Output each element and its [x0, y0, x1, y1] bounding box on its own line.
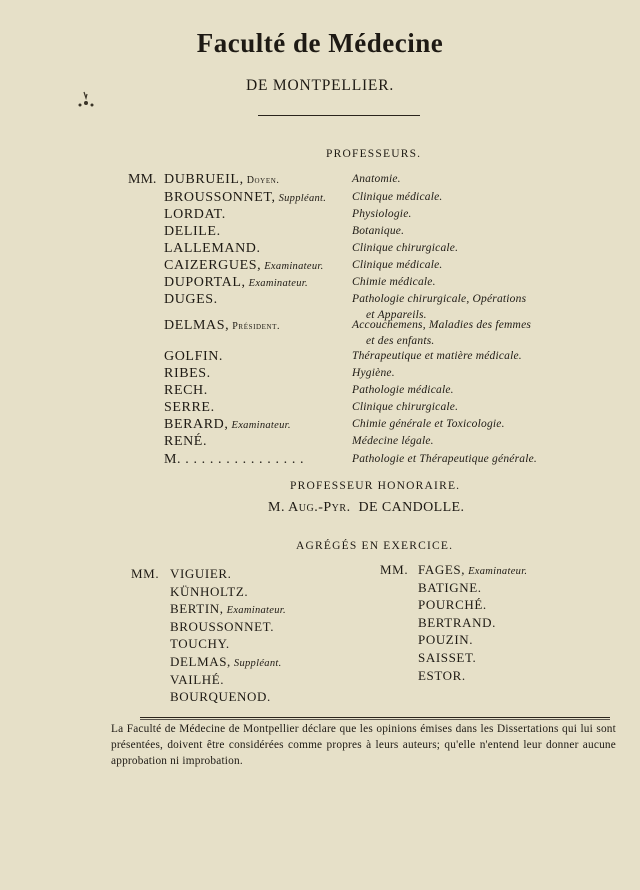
agrege-name: BATIGNE. [418, 579, 482, 595]
professor-subject: Pathologie et Thérapeutique générale. [352, 453, 537, 465]
agrege-name: KÜNHOLTZ. [170, 583, 249, 599]
notice-divider [140, 717, 610, 718]
professor-name [164, 292, 218, 308]
professor-subject: Clinique médicale. [352, 191, 443, 203]
agrege-row [170, 583, 286, 601]
professor-role: Suppléant. [278, 193, 327, 204]
professor-subject: Pathologie médicale. [352, 384, 454, 396]
professor-name [164, 366, 211, 382]
professor-role: Examinateur. [231, 420, 291, 431]
professor-subject: Botanique. [352, 225, 405, 237]
agrege-row [418, 649, 527, 667]
professor-subject: Clinique chirurgicale. [352, 242, 459, 254]
professor-subject: Hygiène. [352, 367, 395, 379]
professor-subject-continued: et des enfants. [366, 335, 435, 347]
agrege-name: BOURQUENOD. [170, 689, 271, 705]
professor-name [164, 400, 215, 416]
agreges-left-column [170, 565, 286, 706]
professor-subject: Pathologie chirurgicale, Opérations [352, 293, 527, 305]
professor-name-text: M. . . . . . . . . . . . . . . . [164, 452, 305, 467]
agrege-name: BROUSSONNET. [170, 618, 275, 634]
professor-subject: Chimie générale et Toxicologie. [352, 418, 505, 430]
professor-name-text: SERRE. [164, 400, 215, 415]
title-divider [258, 115, 420, 116]
notice-divider-thin [140, 719, 610, 720]
honoraire-line [268, 500, 464, 516]
honoraire-heading: PROFESSEUR HONORAIRE. [290, 480, 461, 492]
professor-role: Examinateur. [248, 278, 308, 289]
agrege-name: DELMAS, [170, 653, 231, 669]
professor-role: Doyen. [246, 175, 280, 186]
agrege-row [170, 600, 286, 618]
professor-name [164, 258, 324, 274]
professeurs-heading: PROFESSEURS. [326, 148, 422, 160]
professor-name-text: DUBRUEIL, [164, 172, 244, 187]
agrege-name: ESTOR. [418, 667, 466, 683]
professor-name-text: DUPORTAL, [164, 275, 246, 290]
professor-subject: Accouchemens, Maladies des femmes [352, 319, 532, 331]
professor-subject: Clinique chirurgicale. [352, 401, 459, 413]
professor-subject-continued: et Appareils. [366, 309, 427, 321]
professor-subject: Thérapeutique et matière médicale. [352, 350, 522, 362]
agrege-row [418, 614, 527, 632]
professor-subject: Anatomie. [352, 173, 401, 185]
agrege-row [170, 635, 286, 653]
agrege-row [418, 631, 527, 649]
honoraire-name: DE CANDOLLE. [358, 500, 465, 515]
professor-name [164, 383, 208, 399]
professor-name [164, 452, 304, 468]
professor-subject: Chimie médicale. [352, 276, 436, 288]
professor-name [164, 207, 226, 223]
agrege-name: SAISSET. [418, 649, 477, 665]
professor-name-text: RECH. [164, 383, 208, 398]
notice-paragraph: La Faculté de Médecine de Montpellier déclare que les opinions émises dans les Dissertations qui lui sont présentées, doivent être considérées comme propres à leurs auteurs; qu'elle n'entend leur donner aucune approbation ni improbation. [111, 723, 616, 767]
agrege-row [170, 688, 286, 706]
professor-subject: Clinique médicale. [352, 259, 443, 271]
professeurs-prefix: MM. [128, 172, 157, 187]
professor-subject: Physiologie. [352, 208, 412, 220]
agrege-row [418, 579, 527, 597]
ink-mark-icon [74, 88, 98, 114]
professor-role: Président. [232, 321, 281, 332]
page-subtitle: DE MONTPELLIER. [245, 77, 395, 94]
agrege-row [418, 667, 527, 685]
professor-name [164, 241, 261, 257]
agrege-row [418, 596, 527, 614]
agrege-row [170, 618, 286, 636]
agrege-name: VAILHÉ. [170, 671, 225, 687]
professor-name-text: LALLEMAND. [164, 241, 261, 256]
professor-subject: Médecine légale. [352, 435, 434, 447]
professor-name-text: LORDAT. [164, 207, 226, 222]
agrege-row [418, 561, 527, 579]
professor-name [164, 318, 280, 334]
agrege-name: VIGUIER. [170, 566, 232, 581]
professor-name-text: RENÉ. [164, 434, 208, 449]
agrege-name: POUZIN. [418, 632, 474, 648]
agreges-right-column [418, 561, 527, 684]
agrege-row [170, 653, 286, 671]
agreges-left-prefix: MM. [131, 566, 160, 581]
professor-name-text: GOLFIN. [164, 349, 224, 364]
professor-name [164, 172, 279, 188]
professor-name [164, 275, 308, 291]
agrege-role: Examinateur. [226, 605, 286, 617]
honoraire-prefix: M. Aug.-Pyr. [268, 500, 351, 515]
agreges-heading: AGRÉGÉS EN EXERCICE. [296, 540, 454, 552]
professor-name-text: DELILE. [164, 224, 221, 239]
professor-name-text: BERARD, [164, 417, 229, 432]
agrege-name: BERTRAND. [418, 614, 496, 630]
agrege-role: Suppléant. [233, 657, 282, 669]
page-title: Faculté de Médecine [196, 28, 444, 58]
agrege-name: FAGES, [418, 562, 466, 577]
professor-name-text: DELMAS, [164, 318, 230, 333]
agrege-name: POURCHÉ. [418, 597, 487, 613]
agrege-row [170, 565, 286, 583]
professor-role: Examinateur. [264, 261, 324, 272]
professor-name [164, 417, 291, 433]
professor-name-text: RIBES. [164, 366, 211, 381]
professor-name-text: BROUSSONNET, [164, 190, 276, 205]
agrege-name: TOUCHY. [170, 636, 230, 652]
professor-name [164, 434, 207, 450]
professor-name [164, 190, 326, 206]
agreges-right-prefix: MM. [380, 562, 409, 577]
agrege-name: BERTIN, [170, 601, 224, 617]
professor-name [164, 349, 223, 365]
professor-name-text: DUGES. [164, 292, 218, 307]
agrege-row [170, 671, 286, 689]
agrege-role: Examinateur. [468, 566, 528, 577]
professor-name [164, 224, 221, 240]
professor-name-text: CAIZERGUES, [164, 258, 262, 273]
